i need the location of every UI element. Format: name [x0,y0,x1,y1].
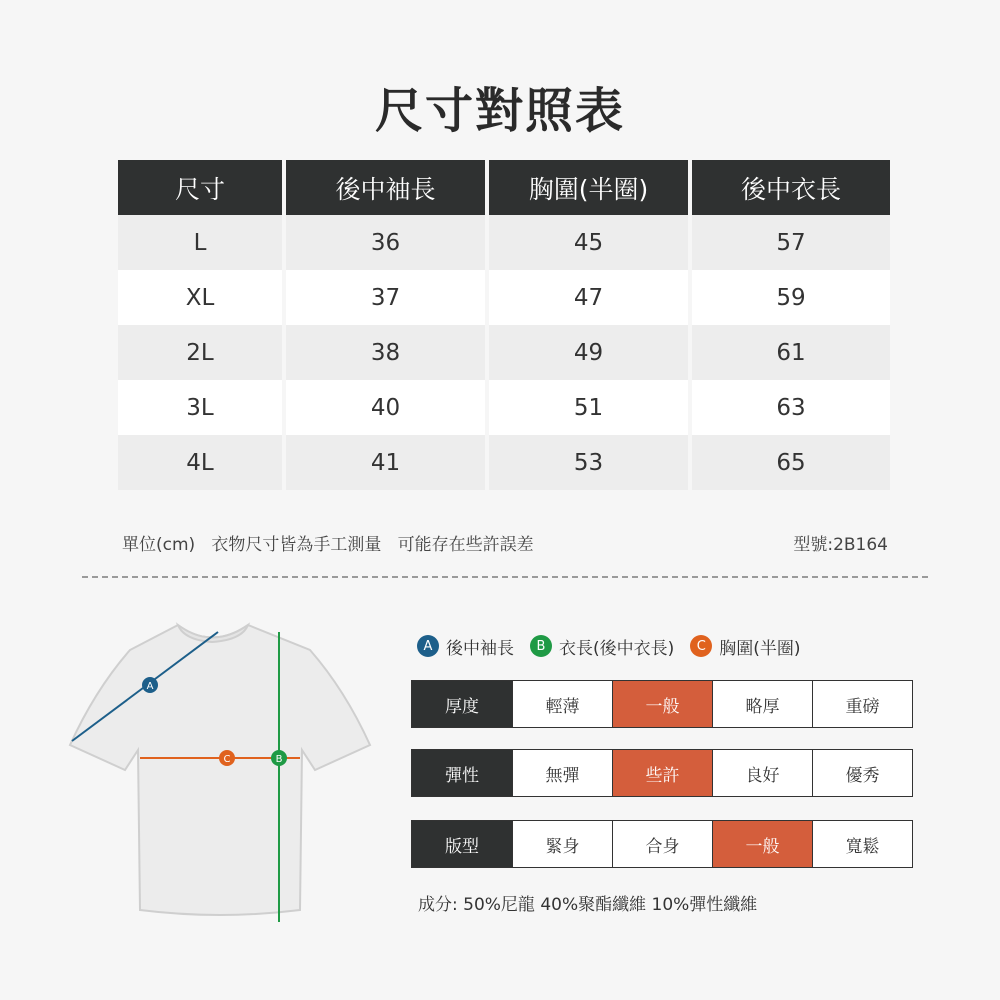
size-table [118,160,890,490]
dashed-divider [82,576,928,578]
table-cell: 63 [692,380,890,435]
legend-label-c: 胸圍(半圈) [719,638,801,659]
fit-scale [411,820,913,868]
marker-b [271,750,287,766]
model-number: 型號:2B164 [793,535,888,555]
table-cell: 37 [286,270,485,325]
legend-label-a: 後中袖長 [446,638,514,659]
fit-option: 合身 [612,821,712,867]
measurement-legend [417,633,817,659]
marker-a [142,677,158,693]
table-cell: 53 [489,435,688,490]
elasticity-option: 無彈 [512,750,612,796]
table-cell: 4L [118,435,282,490]
legend-badge-a: A [417,635,439,657]
table-cell: 47 [489,270,688,325]
fit-option: 寬鬆 [812,821,912,867]
table-cell: XL [118,270,282,325]
table-cell: 36 [286,215,485,270]
marker-b-letter: B [275,754,283,765]
marker-c [219,750,235,766]
table-cell: 61 [692,325,890,380]
column-header-chest: 胸圍(半圈) [489,160,688,215]
column-header-length: 後中衣長 [692,160,890,215]
table-cell: 3L [118,380,282,435]
legend-badge-c: C [690,635,712,657]
legend-badge-b: B [530,635,552,657]
measurement-note: 單位(cm) 衣物尺寸皆為手工測量 可能存在些許誤差 [122,535,534,555]
marker-a-letter: A [146,681,154,692]
thickness-option-selected: 一般 [612,681,712,727]
table-cell: 41 [286,435,485,490]
table-cell: 45 [489,215,688,270]
elasticity-option: 良好 [712,750,812,796]
table-cell: 59 [692,270,890,325]
fit-option-selected: 一般 [712,821,812,867]
thickness-option: 重磅 [812,681,912,727]
table-cell: 57 [692,215,890,270]
column-header-size: 尺寸 [118,160,282,215]
table-cell: 49 [489,325,688,380]
thickness-option: 輕薄 [512,681,612,727]
table-cell: 65 [692,435,890,490]
thickness-option: 略厚 [712,681,812,727]
legend-label-b: 衣長(後中衣長) [559,638,675,659]
elasticity-scale [411,749,913,797]
page-title: 尺寸對照表 [374,83,625,139]
thickness-label: 厚度 [412,681,512,727]
fit-option: 緊身 [512,821,612,867]
marker-c-letter: C [223,754,231,765]
elasticity-option-selected: 些許 [612,750,712,796]
elasticity-label: 彈性 [412,750,512,796]
table-cell: 2L [118,325,282,380]
table-cell: L [118,215,282,270]
elasticity-option: 優秀 [812,750,912,796]
table-cell: 38 [286,325,485,380]
fit-label: 版型 [412,821,512,867]
tshirt-diagram [60,610,380,930]
column-header-sleeve: 後中袖長 [286,160,485,215]
thickness-scale [411,680,913,728]
table-cell: 51 [489,380,688,435]
material-composition: 成分: 50%尼龍 40%聚酯纖維 10%彈性纖維 [418,895,758,915]
table-cell: 40 [286,380,485,435]
